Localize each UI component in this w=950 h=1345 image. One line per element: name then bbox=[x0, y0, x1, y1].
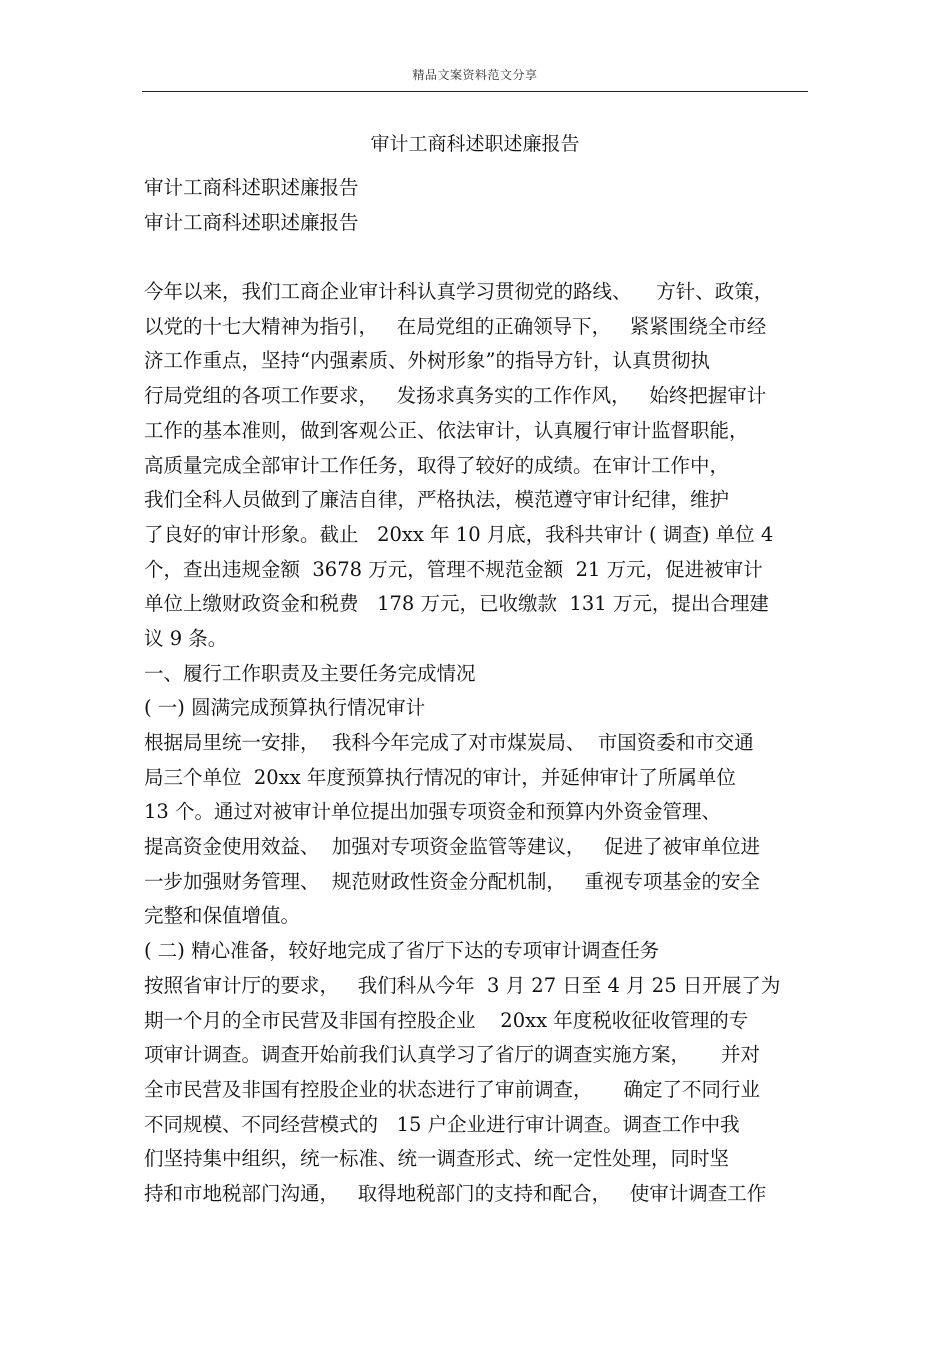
subsection-heading: ( 一) 圆满完成预算执行情况审计 bbox=[144, 696, 426, 720]
body-line: 审计工商科述职述廉报告 bbox=[144, 210, 359, 234]
body-line: 提高资金使用效益、 加强对专项资金监管等建议， 促进了被审单位进 bbox=[144, 835, 760, 859]
body-line: 高质量完成全部审计工作任务，取得了较好的成绩。在审计工作中， bbox=[144, 453, 730, 477]
body-line: 完整和保值增值。 bbox=[144, 904, 301, 928]
body-line: 行局党组的各项工作要求， 发扬求真务实的工作作风， 始终把握审计 bbox=[144, 384, 767, 408]
body-line: 根据局里统一安排， 我科今年完成了对市煤炭局、 市国资委和市交通 bbox=[144, 731, 754, 754]
subsection-heading: ( 二) 精心准备，较好地完成了省厅下达的专项审计调查任务 bbox=[144, 939, 660, 963]
body-line: 今年以来，我们工商企业审计科认真学习贯彻党的路线、 方针、政策， bbox=[144, 280, 774, 304]
body-line: 济工作重点，坚持“内强素质、外树形象”的指导方针，认真贯彻执 bbox=[144, 349, 710, 373]
body-line: 局三个单位 20xx 年度预算执行情况的审计，并延伸审计了所属单位 bbox=[144, 765, 736, 789]
body-line: 持和市地税部门沟通， 取得地税部门的支持和配合， 使审计调查工作 bbox=[144, 1181, 767, 1205]
body-line: 审计工商科述职述廉报告 bbox=[144, 176, 359, 199]
body-line: 以党的十七大精神为指引， 在局党组的正确领导下， 紧紧围绕全市经 bbox=[144, 314, 767, 338]
body-line: 期一个月的全市民营及非国有控股企业 20xx 年度税收征收管理的专 bbox=[144, 1008, 749, 1032]
section-heading: 一、履行工作职责及主要任务完成情况 bbox=[144, 661, 476, 685]
body-line: 我们全科人员做到了廉洁自律，严格执法，模范遵守审计纪律，维护 bbox=[144, 488, 730, 512]
body-line: 单位上缴财政资金和税费 178 万元，已收缴款 131 万元，提出合理建 bbox=[144, 592, 769, 616]
document-body bbox=[144, 171, 814, 1212]
body-line: 个，查出违规金额 3678 万元，管理不规范金额 21 万元，促进被审计 bbox=[144, 557, 763, 581]
page-header: 精品文案资料范文分享 bbox=[412, 68, 538, 82]
body-line: 按照省审计厅的要求， 我们科从今年 3 月 27 日至 4 月 25 日开展了为 bbox=[144, 973, 781, 997]
body-line: 13 个。通过对被审计单位提出加强专项资金和预算内外资金管理、 bbox=[144, 800, 722, 824]
blank-line bbox=[144, 240, 814, 275]
body-line: 议 9 条。 bbox=[144, 626, 228, 650]
body-line: 们坚持集中组织，统一标准、统一调查形式、统一定性处理，同时坚 bbox=[144, 1147, 730, 1171]
document-title: 审计工商科述职述廉报告 bbox=[370, 133, 580, 155]
body-line: 不同规模、不同经营模式的 15 户企业进行审计调查。调查工作中我 bbox=[144, 1112, 740, 1136]
body-line: 项审计调查。调查开始前我们认真学习了省厅的调查实施方案， 并对 bbox=[144, 1043, 760, 1067]
header-divider bbox=[142, 91, 808, 92]
body-line: 工作的基本准则，做到客观公正、依法审计，认真履行审计监督职能， bbox=[144, 418, 749, 442]
body-line: 一步加强财务管理、 规范财政性资金分配机制， 重视专项基金的安全 bbox=[144, 869, 760, 893]
body-line: 全市民营及非国有控股企业的状态进行了审前调查， 确定了不同行业 bbox=[144, 1077, 760, 1101]
body-line: 了良好的审计形象。截止 20xx 年 10 月底，我科共审计 ( 调查) 单位 4 bbox=[144, 522, 774, 546]
